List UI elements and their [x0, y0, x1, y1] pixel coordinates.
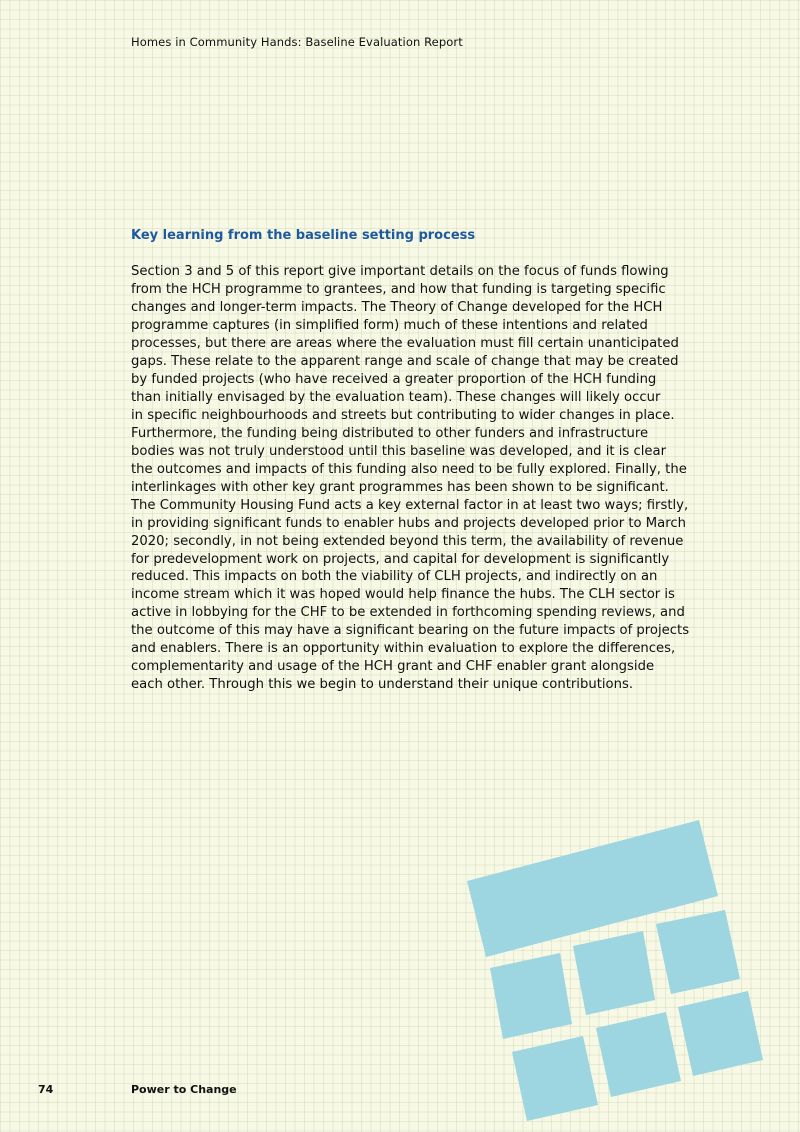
body-line: income stream which it was hoped would help finance the hubs. The CLH sector is — [131, 587, 675, 603]
body-line: The Community Housing Fund acts a key external factor in at least two ways; firstly, — [131, 497, 689, 513]
page-number: 74 — [38, 1083, 54, 1096]
decor-tile — [573, 931, 655, 1015]
body-line: each other. Through this we begin to understand their unique contributions. — [131, 677, 634, 693]
body-line: than initially envisaged by the evaluation team). These changes will likely occur — [131, 389, 661, 405]
body-line: for predevelopment work on projects, and capital for development is significantly — [131, 551, 670, 567]
body-line: interlinkages with other key grant programmes has been shown to be significant. — [131, 479, 669, 495]
decor-tile — [596, 1012, 681, 1097]
decor-tile — [678, 991, 763, 1076]
body-line: the outcome of this may have a significant bearing on the future impacts of projects — [131, 623, 690, 639]
body-line: Furthermore, the funding being distributed to other funders and infrastructure — [131, 425, 649, 441]
body-line: bodies was not truly understood until this baseline was developed, and it is clear — [131, 443, 667, 459]
body-line: the outcomes and impacts of this funding also need to be fully explored. Finally, the — [131, 461, 687, 477]
body-line: by funded projects (who have received a greater proportion of the HCH funding — [131, 371, 657, 387]
body-line: from the HCH programme to grantees, and how that funding is targeting specific — [131, 281, 666, 297]
footer-brand: Power to Change — [131, 1083, 237, 1096]
body-line: 2020; secondly, in not being extended beyond this term, the availability of revenue — [131, 533, 684, 549]
body-line: Section 3 and 5 of this report give important details on the focus of funds flowing — [131, 264, 669, 279]
body-line: programme captures (in simplified form) much of these intentions and related — [131, 317, 648, 333]
body-line: active in lobbying for the CHF to be extended in forthcoming spending reviews, and — [131, 605, 685, 621]
body-line: processes, but there are areas where the evaluation must fill certain unanticipated — [131, 335, 679, 351]
body-line: changes and longer-term impacts. The Theory of Change developed for the HCH — [131, 299, 663, 315]
body-line: in providing significant funds to enabler hubs and projects developed prior to March — [131, 515, 686, 531]
section-heading: Key learning from the baseline setting process — [131, 228, 476, 243]
decor-tile — [512, 1036, 598, 1121]
body-line: reduced. This impacts on both the viability of CLH projects, and indirectly on an — [131, 569, 658, 585]
decor-tile — [490, 953, 572, 1039]
decor-tile — [656, 910, 740, 994]
running-header: Homes in Community Hands: Baseline Evaluation Report — [131, 35, 463, 49]
body-line: complementarity and usage of the HCH grant and CHF enabler grant alongside — [131, 659, 655, 675]
body-line: in specific neighbourhoods and streets but contributing to wider changes in place. — [131, 407, 675, 423]
body-line: and enablers. There is an opportunity within evaluation to explore the differences, — [131, 641, 676, 657]
body-line: gaps. These relate to the apparent range and scale of change that may be created — [131, 353, 679, 369]
